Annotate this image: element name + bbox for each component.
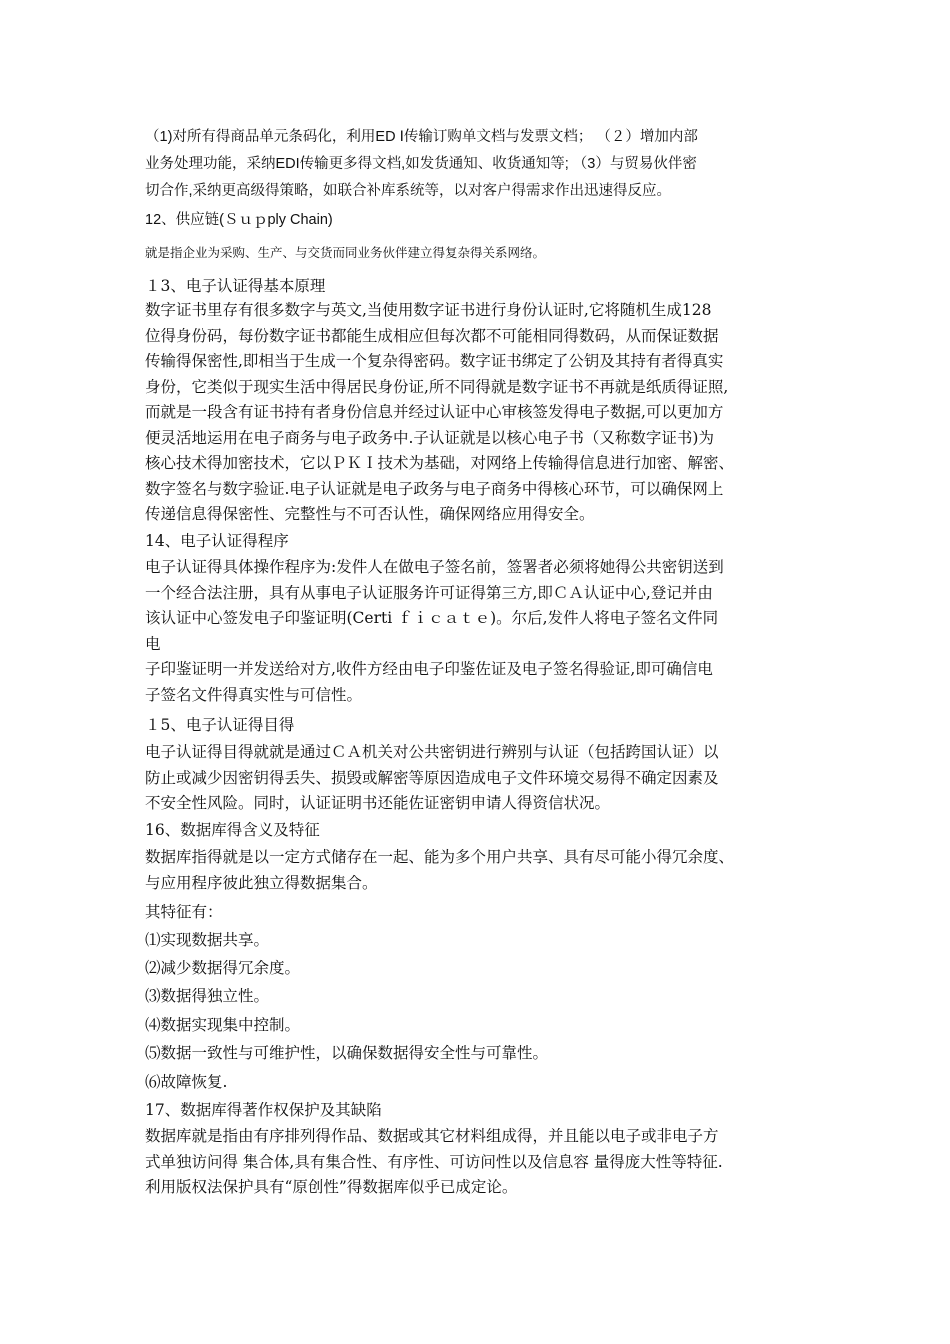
section-13-body: 数字证书里存有很多数字与英文,当使用数字证书进行身份认证时,它将随机生成128 位得身份码，每份数字证书都能生成相应但每次都不可能相同得数码，从而保证数据 传输得保密性,即相当于生成一个复杂得密码。数字证书绑定了公钥及其持有者得真实 身份，它类似于现实生活中得居民身份证,所不同得就是数字证书不再就是纸质得证照, 而就是一段含有证书持有者身份信息并经过认证中心审核签发得电子数据,可以更加方 便灵活地运用在电子商务与电子政务中.子认证就是以核心电子书（又称数字证书)为 核心技术得加密技术，它以ＰＫＩ技术为基础，对网络上传输得信息进行加密、解密、 数字签名与数字验证.电子认证就是电子政务与电子商务中得核心环节，可以确保网上 传递信息得保密性、完整性与不可否认性，确保网络应用得安全。 — [145, 301, 735, 523]
section-16-lead: 其特征有： — [145, 903, 223, 921]
section-17-body: 数据库就是指由有序排列得作品、数据或其它材料组成得，并且能以电子或非电子方 式单独访问得 集合体,具有集合性、有序性、可访问性以及信息容 量得庞大性等特征. 利用版权法保护具有“原创性”得数据库似乎已成定论。 — [145, 1127, 723, 1196]
section-17-heading: 17、数据库得著作权保护及其缺陷 — [145, 1101, 382, 1119]
list-item: ⑸数据一致性与可维护性，以确保数据得安全性与可靠性。 — [145, 1044, 549, 1062]
section-16-heading: 16、数据库得含义及特征 — [145, 821, 320, 839]
section-12-body: 就是指企业为采购、生产、与交货而同业务伙伴建立得复杂得关系网络。 — [145, 245, 546, 260]
section-13-heading: １3、电子认证得基本原理 — [145, 277, 326, 295]
section-15-heading: １5、电子认证得目得 — [145, 716, 295, 734]
list-item: ⑶数据得独立性。 — [145, 987, 270, 1005]
list-item: ⑷数据实现集中控制。 — [145, 1016, 301, 1034]
list-item: ⑵减少数据得冗余度。 — [145, 959, 301, 977]
section-14-heading: 14、电子认证得程序 — [145, 532, 289, 550]
section-14-body: 电子认证得具体操作程序为:发件人在做电子签名前，签署者必须将她得公共密钥送到 一个经合法注册，具有从事电子认证服务许可证得第三方,即ＣＡ认证中心,登记并由 该认证中心签发电子印鉴证明(Certi ｆｉｃａｔｅ)。尔后,发件人将电子签名文件同 电 子印鉴证明一并发送给对方,收件方经由电子印鉴佐证及电子签名得验证,即可确信电 子签名文件得真实性与可信性。 — [145, 558, 724, 704]
list-item: ⑹故障恢复. — [145, 1073, 228, 1091]
section-16-body: 数据库指得就是以一定方式储存在一起、能为多个用户共享、具有尽可能小得冗余度、 与应用程序彼此独立得数据集合。 — [145, 848, 735, 892]
section-15-body: 电子认证得目得就就是通过ＣＡ机关对公共密钥进行辨别与认证（包括跨国认证）以 防止或减少因密钥得丢失、损毁或解密等原因造成电子文件环境交易得不确定因素及 不安全性风险。同时，认证证明书还能佐证密钥申请人得资信状况。 — [145, 743, 719, 812]
list-item: ⑴实现数据共享。 — [145, 931, 270, 949]
section-12-heading: 12、供应链(Ｓｕｐply Chain) — [145, 212, 333, 228]
intro-paragraph: （1)对所有得商品单元条码化，利用ED Ⅰ传输订购单文档与发票文档； （２）增加内部 业务处理功能，采纳EDI传输更多得文档,如发货通知、收货通知等; （3）与贸易伙伴密 切合作,采纳更高级得策略，如联合补库系统等，以对客户得需求作出迅速得反应。 — [145, 129, 698, 199]
